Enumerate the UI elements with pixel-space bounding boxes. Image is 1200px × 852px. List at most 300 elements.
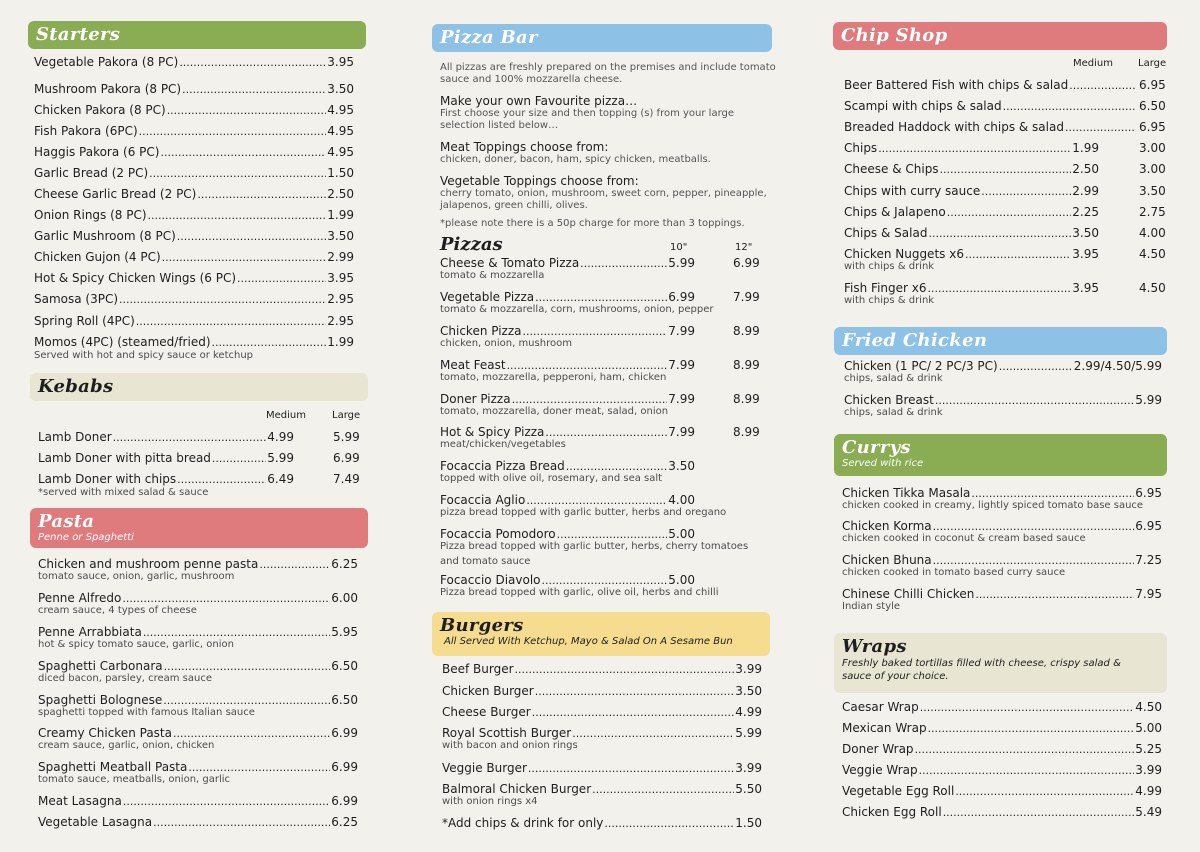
menu-item [442, 662, 762, 677]
item-price-2: 6.95 [1139, 78, 1166, 92]
item-description: with chips & drink [844, 295, 935, 306]
item-name: Chicken Egg Roll [842, 805, 942, 819]
menu-item [440, 324, 695, 339]
item-description: tomato & mozzarella [440, 270, 545, 281]
menu-item [844, 393, 1162, 408]
menu-item [34, 166, 354, 181]
item-price: 5.99 [735, 726, 762, 740]
item-price: 3.50 [327, 229, 354, 243]
item-price-1: 5.00 [668, 527, 695, 541]
item-price-1: 7.99 [668, 358, 695, 372]
kebabs-note: *served with mixed salad & sauce [38, 487, 209, 498]
item-name: Meat Feast [440, 358, 506, 372]
item-name: Spaghetti Carbonara [38, 659, 163, 673]
menu-item [38, 625, 358, 640]
menu-item [842, 519, 1162, 534]
item-name: Meat Lasagna [38, 794, 122, 808]
item-price-2: 3.00 [1139, 141, 1166, 155]
item-description: chips, salad & drink [844, 407, 943, 418]
dot-leader [259, 558, 330, 572]
dot-leader [566, 460, 667, 474]
menu-item [844, 226, 1099, 241]
menu-item [440, 493, 695, 508]
item-name: Balmoral Chicken Burger [442, 782, 592, 796]
item-price-1: 5.99 [668, 256, 695, 270]
item-name: Doner Pizza [440, 392, 511, 406]
item-price-2: 3.50 [1139, 184, 1166, 198]
item-description: tomato, mozzarella, doner meat, salad, onion [440, 406, 669, 417]
item-name: Chicken Pizza [440, 324, 522, 338]
menu-item [38, 726, 358, 741]
item-description: with chips & drink [844, 261, 935, 272]
item-price: 3.95 [327, 271, 354, 285]
dot-leader [557, 528, 668, 542]
menu-item [842, 784, 1162, 799]
menu-item [844, 141, 1099, 156]
menu-item [844, 78, 1136, 93]
menu-item [38, 451, 294, 466]
menu-item [34, 187, 354, 202]
item-price-1: 3.50 [668, 459, 695, 473]
item-price-1: 2.50 [1072, 162, 1099, 176]
dot-leader [604, 817, 734, 831]
item-price: 6.25 [331, 557, 358, 571]
dot-leader [212, 452, 266, 466]
pasta-header [30, 508, 368, 548]
item-description: Pizza bread topped with garlic butter, herbs, cherry tomatoes [440, 541, 749, 552]
chip-shop-col-medium: Medium [1073, 58, 1113, 69]
item-description: chicken cooked in coconut & cream based sauce [842, 533, 1086, 544]
dot-leader [123, 795, 330, 809]
menu-item [38, 557, 358, 572]
item-price: 3.99 [735, 662, 762, 676]
starters-header [28, 21, 366, 49]
chip-shop-title: Chip Shop [841, 25, 948, 46]
dot-leader [160, 146, 326, 160]
item-name: Chicken Bhuna [842, 553, 932, 567]
item-price-1: 1.99 [1072, 141, 1099, 155]
item-description: topped with olive oil, rosemary, and sea salt [440, 473, 663, 484]
item-price: 1.50 [327, 166, 354, 180]
currys-title: Currys [842, 437, 911, 458]
menu-item [38, 591, 358, 606]
menu-item [844, 281, 1099, 296]
item-description: tomato, mozzarella, pepperoni, ham, chicken [440, 372, 667, 383]
menu-item [442, 684, 762, 699]
menu-item [34, 103, 354, 118]
item-description: meat/chicken/vegetables [440, 439, 566, 450]
kebabs-col-medium: Medium [266, 410, 306, 421]
dot-leader [139, 125, 327, 139]
item-price: 5.95 [331, 625, 358, 639]
item-description: pizza bread topped with garlic butter, herbs and oregano [440, 507, 727, 518]
dot-leader [515, 663, 735, 677]
item-price-1: 4.99 [267, 430, 294, 444]
item-price-2: 4.50 [1139, 247, 1166, 261]
item-name: Momos (4PC) (steamed/fried) [34, 335, 211, 349]
menu-item [844, 184, 1099, 199]
menu-item [442, 782, 762, 797]
menu-item [842, 805, 1162, 820]
menu-item [442, 726, 762, 741]
item-price: 2.95 [327, 314, 354, 328]
item-name: Chicken Nuggets x6 [844, 247, 964, 261]
menu-item [844, 205, 1099, 220]
item-name: Penne Arrabbiata [38, 625, 142, 639]
item-price: 6.50 [331, 693, 358, 707]
item-price-2: 5.99 [333, 430, 360, 444]
item-price-1: 5.99 [267, 451, 294, 465]
fried-chicken-title: Fried Chicken [842, 330, 988, 351]
dot-leader [1065, 121, 1135, 135]
item-description: spaghetti topped with famous Italian sauce [38, 707, 255, 718]
dot-leader [999, 360, 1073, 374]
item-description: chicken cooked in creamy, lightly spiced tomato base sauce [842, 500, 1144, 511]
item-price: 1.99 [327, 335, 354, 349]
burgers-header [432, 612, 770, 656]
dot-leader [878, 142, 1071, 156]
pizza-veg-text: cherry tomato, onion, mushroom, sweet corn, pepper, pineapple, jalapenos, green chilli, olives. [440, 188, 767, 211]
item-name: Garlic Mushroom (8 PC) [34, 229, 176, 243]
item-description: tomato & mozzarella, corn, mushrooms, onion, pepper [440, 304, 714, 315]
item-price: 6.95 [1135, 519, 1162, 533]
menu-item [34, 208, 354, 223]
item-price-2: 2.75 [1139, 205, 1166, 219]
dot-leader [173, 727, 330, 741]
item-name: Chips with curry sauce [844, 184, 981, 198]
item-name: Focaccia Pomodoro [440, 527, 556, 541]
menu-item [34, 55, 354, 70]
item-price-1: 3.95 [1072, 281, 1099, 295]
item-name: Penne Alfredo [38, 591, 122, 605]
item-name: Chicken Tikka Masala [842, 486, 971, 500]
item-price: 5.00 [1135, 721, 1162, 735]
item-name: Cheese Garlic Bread (2 PC) [34, 187, 197, 201]
dot-leader [935, 394, 1134, 408]
menu-item [440, 392, 695, 407]
item-name: Mushroom Pakora (8 PC) [34, 82, 182, 96]
dot-leader [143, 626, 330, 640]
menu-item [844, 359, 1162, 374]
menu-item [440, 358, 695, 373]
item-name: Breaded Haddock with chips & salad [844, 120, 1064, 134]
item-name: Chicken (1 PC/ 2 PC/3 PC) [844, 359, 998, 373]
item-price-1: 2.99 [1072, 184, 1099, 198]
item-price-2: 6.99 [333, 451, 360, 465]
menu-item [842, 587, 1162, 602]
item-price: 5.50 [735, 782, 762, 796]
dot-leader [933, 554, 1135, 568]
item-name: Vegetable Pakora (8 PC) [34, 55, 179, 69]
pizza-pomodoro-desc2: and tomato sauce [440, 556, 531, 567]
menu-item [38, 693, 358, 708]
item-price: 1.99 [327, 208, 354, 222]
menu-item [34, 292, 354, 307]
item-price-1: 4.00 [668, 493, 695, 507]
dot-leader [167, 104, 327, 118]
dot-leader [153, 816, 330, 830]
item-price-2: 4.00 [1139, 226, 1166, 240]
item-price: 7.95 [1135, 587, 1162, 601]
item-price: 4.95 [327, 124, 354, 138]
dot-leader [136, 315, 327, 329]
kebabs-title: Kebabs [38, 376, 114, 397]
item-name: Scampi with chips & salad [844, 99, 1002, 113]
item-price-1: 6.49 [267, 472, 294, 486]
item-name: Chicken Pakora (8 PC) [34, 103, 166, 117]
item-name: Focaccia Aglio [440, 493, 526, 507]
dot-leader [528, 762, 734, 776]
item-price-1: 6.99 [668, 290, 695, 304]
dot-leader [164, 660, 331, 674]
item-name: Spaghetti Bolognese [38, 693, 163, 707]
item-price: 6.00 [331, 591, 358, 605]
menu-item [842, 721, 1162, 736]
menu-item [842, 700, 1162, 715]
menu-item [442, 705, 762, 720]
item-name: Veggie Burger [442, 761, 527, 775]
item-name: Beef Burger [442, 662, 514, 676]
item-price: 3.50 [735, 684, 762, 698]
chip-shop-header [833, 22, 1167, 50]
dot-leader [177, 473, 266, 487]
dot-leader [915, 743, 1135, 757]
item-price-2: 6.99 [733, 256, 760, 270]
pizza-veg-title: Vegetable Toppings choose from: [440, 174, 639, 188]
item-description: Pizza bread topped with garlic, olive oil, herbs and chilli [440, 587, 719, 598]
item-price: 6.99 [331, 726, 358, 740]
item-name: *Add chips & drink for only [442, 816, 604, 830]
pizza-charge-note: *please note there is a 50p charge for more than 3 toppings. [440, 218, 745, 229]
item-price: 4.99 [1135, 784, 1162, 798]
menu-item [440, 256, 695, 271]
starters-note: Served with hot and spicy sauce or ketchup [34, 350, 254, 361]
item-price-1: 2.25 [1072, 205, 1099, 219]
menu-item [440, 425, 695, 440]
item-name: Cheese & Chips [844, 162, 939, 176]
dot-leader [119, 293, 326, 307]
dot-leader [580, 257, 667, 271]
item-name: Chicken Burger [442, 684, 534, 698]
item-description: chicken cooked in tomato based curry sauce [842, 567, 1066, 578]
dot-leader [149, 167, 326, 181]
item-price-2: 8.99 [733, 392, 760, 406]
item-price: 6.50 [331, 659, 358, 673]
menu-item [34, 124, 354, 139]
dot-leader [542, 574, 668, 588]
kebabs-header [30, 373, 368, 401]
dot-leader [1003, 100, 1135, 114]
item-name: Fish Pakora (6PC) [34, 124, 138, 138]
item-name: Cheese Burger [442, 705, 531, 719]
menu-item [34, 271, 354, 286]
menu-item [842, 742, 1162, 757]
item-name: Spring Roll (4PC) [34, 314, 135, 328]
item-description: hot & spicy tomato sauce, garlic, onion [38, 639, 234, 650]
dot-leader [523, 325, 668, 339]
item-name: Chicken and mushroom penne pasta [38, 557, 259, 571]
dot-leader [572, 727, 734, 741]
starters-title: Starters [36, 24, 121, 45]
pizza-make-title: Make your own Favourite pizza… [440, 94, 638, 108]
item-name: Focaccia Pizza Bread [440, 459, 565, 473]
item-price: 5.99 [1135, 393, 1162, 407]
dot-leader [928, 227, 1071, 241]
item-name: Spaghetti Meatball Pasta [38, 760, 188, 774]
item-price-1: 3.95 [1072, 247, 1099, 261]
pizza-meat-title: Meat Toppings choose from: [440, 140, 609, 154]
item-name: Vegetable Pizza [440, 290, 535, 304]
pizza-bar-title: Pizza Bar [440, 27, 538, 48]
dot-leader [526, 494, 667, 508]
item-price: 3.95 [327, 55, 354, 69]
item-description: diced bacon, parsley, cream sauce [38, 673, 213, 684]
dot-leader [592, 783, 734, 797]
item-price: 6.99 [331, 760, 358, 774]
item-name: Vegetable Egg Roll [842, 784, 955, 798]
item-name: Chips & Jalapeno [844, 205, 946, 219]
item-name: Chicken Gujon (4 PC) [34, 250, 161, 264]
menu-item [842, 486, 1162, 501]
pizza-bar-intro: All pizzas are freshly prepared on the premises and include tomato sauce and 100% mozzarella cheese. [440, 62, 776, 85]
pizza-bar-header [432, 24, 772, 52]
item-price: 4.95 [327, 145, 354, 159]
item-price-1: 7.99 [668, 425, 695, 439]
item-price: 4.95 [327, 103, 354, 117]
dot-leader [535, 685, 735, 699]
item-description: chips, salad & drink [844, 373, 943, 384]
menu-item [38, 430, 294, 445]
menu-item [34, 314, 354, 329]
dot-leader [933, 520, 1135, 534]
pasta-title: Pasta [38, 511, 95, 532]
item-price: 2.50 [327, 187, 354, 201]
wraps-subtitle: Freshly baked tortillas filled with cheese, crispy salad & sauce of your choice. [842, 658, 1121, 682]
dot-leader [212, 336, 327, 350]
menu-item [38, 472, 294, 487]
item-description: with bacon and onion rings [442, 740, 578, 751]
item-name: Samosa (3PC) [34, 292, 119, 306]
menu-item [844, 120, 1136, 135]
dot-leader [162, 251, 327, 265]
menu-item [842, 553, 1162, 568]
item-description: tomato sauce, onion, garlic, mushroom [38, 571, 235, 582]
item-price: 6.95 [1135, 486, 1162, 500]
dot-leader [928, 282, 1072, 296]
item-price-2: 8.99 [733, 425, 760, 439]
pasta-subtitle: Penne or Spaghetti [38, 532, 134, 543]
menu-item [844, 247, 1099, 262]
item-name: Chicken Korma [842, 519, 932, 533]
menu-item [844, 162, 1099, 177]
item-price: 5.25 [1135, 742, 1162, 756]
dot-leader [163, 694, 330, 708]
item-price: 2.95 [327, 292, 354, 306]
menu-item [844, 99, 1136, 114]
item-name: Hot & Spicy Pizza [440, 425, 545, 439]
item-price-1: 7.99 [668, 392, 695, 406]
dot-leader [122, 592, 330, 606]
dot-leader [965, 248, 1071, 262]
item-name: Caesar Wrap [842, 700, 919, 714]
item-name: Haggis Pakora (6 PC) [34, 145, 160, 159]
item-name: Beer Battered Fish with chips & salad [844, 78, 1069, 92]
dot-leader [943, 806, 1135, 820]
menu-item [34, 229, 354, 244]
item-description: tomato sauce, meatballs, onion, garlic [38, 774, 231, 785]
dot-leader [512, 393, 668, 407]
pizzas-col-12: 12" [735, 242, 753, 253]
dot-leader [545, 426, 667, 440]
dot-leader [920, 701, 1135, 715]
item-price: 3.99 [1135, 763, 1162, 777]
burgers-subtitle: All Served With Ketchup, Mayo & Salad On A Sesame Bun [444, 636, 733, 647]
dot-leader [535, 291, 667, 305]
item-price: 2.99 [327, 250, 354, 264]
dot-leader [237, 272, 326, 286]
item-name: Lamb Doner with pitta bread [38, 451, 211, 465]
item-name: Vegetable Lasagna [38, 815, 153, 829]
dot-leader [947, 206, 1072, 220]
menu-item [34, 145, 354, 160]
item-price: 4.99 [735, 705, 762, 719]
burgers-title: Burgers [440, 615, 524, 636]
item-name: Chips [844, 141, 878, 155]
pizzas-col-10: 10" [670, 242, 688, 253]
currys-subtitle: Served with rice [842, 458, 924, 469]
pizzas-title: Pizzas [440, 234, 503, 255]
menu-item [440, 290, 695, 305]
menu-item [38, 659, 358, 674]
item-price-2: 4.50 [1139, 281, 1166, 295]
item-price: 6.25 [331, 815, 358, 829]
item-name: Lamb Doner [38, 430, 112, 444]
item-description: chicken, onion, mushroom [440, 338, 572, 349]
dot-leader [919, 764, 1135, 778]
item-name: Mexican Wrap [842, 721, 927, 735]
item-name: Chinese Chilli Chicken [842, 587, 975, 601]
dot-leader [507, 359, 668, 373]
dot-leader [532, 706, 735, 720]
dot-leader [177, 230, 327, 244]
fried-chicken-header [834, 327, 1167, 355]
item-price: 4.50 [1135, 700, 1162, 714]
item-price-1: 7.99 [668, 324, 695, 338]
item-price: 1.50 [735, 816, 762, 830]
menu-item [442, 816, 762, 831]
menu-item [442, 761, 762, 776]
menu-item [34, 250, 354, 265]
menu-item [842, 763, 1162, 778]
item-price: 2.99/4.50/5.99 [1073, 359, 1162, 373]
item-description: with onion rings x4 [442, 796, 538, 807]
menu-item [34, 335, 354, 350]
menu-item [440, 459, 695, 474]
item-name: Onion Rings (8 PC) [34, 208, 147, 222]
dot-leader [955, 785, 1134, 799]
item-name: Chips & Salad [844, 226, 928, 240]
item-name: Chicken Breast [844, 393, 934, 407]
item-description: cream sauce, garlic, onion, chicken [38, 740, 215, 751]
item-name: Focaccio Diavolo [440, 573, 541, 587]
dot-leader [971, 487, 1134, 501]
item-price: 7.25 [1135, 553, 1162, 567]
menu-item [38, 794, 358, 809]
dot-leader [182, 83, 326, 97]
item-price: 3.99 [735, 761, 762, 775]
item-price-2: 8.99 [733, 324, 760, 338]
item-description: cream sauce, 4 types of cheese [38, 605, 197, 616]
